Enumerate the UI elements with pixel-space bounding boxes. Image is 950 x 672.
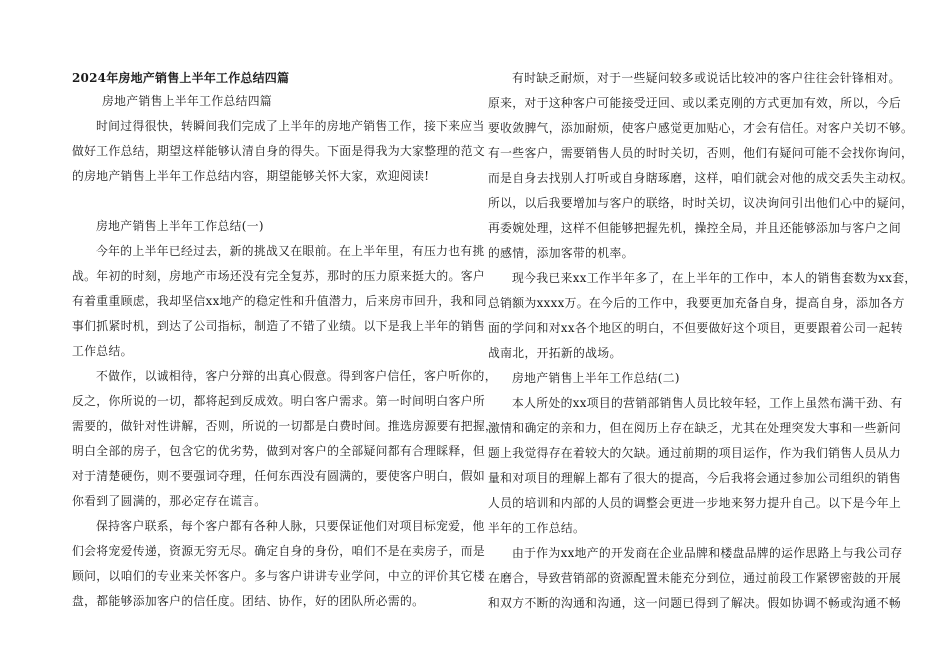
paragraph-line: 战南北，开拓新的战场。 xyxy=(488,346,622,360)
paragraph-line: 而是自身去找别人打听或自身瞎琢磨，这样，咱们就会对他的成交丢失主动权。 xyxy=(488,171,914,185)
paragraph-line: 保持客户联系，每个客户都有各种人脉，只要保证他们对项目标宠爱，他 xyxy=(96,519,485,533)
paragraph-line: 做好工作总结，期望这样能够认清自身的得失。下面是得我为大家整理的范文 xyxy=(72,144,485,158)
paragraph-line: 明白全部的房子，包含它的优劣势，做到对客户的全部疑问都有合理睬释，但 xyxy=(72,444,485,458)
subtitle-line: 房地产销售上半年工作总结四篇 xyxy=(102,94,273,108)
paragraph-line: 面的学问和对xx各个地区的明白，不但要做好这个项目，更要跟着公司一起转 xyxy=(488,321,903,335)
paragraph-line: 量和对项目的理解上都有了很大的提高，今后我将会通过参加公司组织的销售 xyxy=(488,471,901,485)
paragraph-line: 由于作为xx地产的开发商在企业品牌和楼盘品牌的运作思路上与我公司存 xyxy=(512,546,903,560)
paragraph-line: 工作总结。 xyxy=(72,344,133,358)
paragraph-line: 有一些客户，需要销售人员的时时关切，否则，他们有疑问可能不会找你询问， xyxy=(488,146,914,160)
paragraph-line: 需要的，做针对性讲解，否则，所说的一切都是白费时间。推选房源要有把握， xyxy=(72,419,498,433)
paragraph-line: 今年的上半年已经过去，新的挑战又在眼前。在上半年里，有压力也有挑 xyxy=(96,244,485,258)
paragraph-line: 和双方不断的沟通和沟通，这一问题已得到了解决。假如协调不畅或沟通不畅 xyxy=(488,596,901,610)
paragraph-line: 原来，对于这种客户可能接受迂回、或以柔克刚的方式更加有效，所以，今后 xyxy=(488,96,901,110)
paragraph-line: 要收敛脾气，添加耐烦，使客户感觉更加贴心，才会有信任。对客户关切不够。 xyxy=(488,121,914,135)
paragraph-line: 的感情，添加客带的机率。 xyxy=(488,246,634,260)
paragraph-line: 盘，都能够添加客户的信任度。团结、协作，好的团队所必需的。 xyxy=(72,594,425,608)
paragraph-line: 对于清楚硬伤，则不要强词夺理，任何东西没有圆满的，要使客户明白，假如 xyxy=(72,469,485,483)
paragraph-line: 有时缺乏耐烦，对于一些疑问较多或说话比较冲的客户往往会针锋相对。 xyxy=(512,71,901,85)
paragraph-line: 现今我已来xx工作半年多了，在上半年的工作中，本人的销售套数为xx套， xyxy=(512,271,917,285)
paragraph-line: 总销额为xxxx万。在今后的工作中，我要更加充备自身，提高自身，添加各方 xyxy=(488,296,905,310)
paragraph-line: 所以，以后我要增加与客户的联络，时时关切，议决询问引出他们心中的疑问， xyxy=(488,196,914,210)
document-title: 2024年房地产销售上半年工作总结四篇 xyxy=(72,71,290,85)
paragraph-line: 们会将宠爱传递，资源无穷无尽。确定自身的身份，咱们不是在卖房子，而是 xyxy=(72,544,485,558)
paragraph-line: 题上我觉得存在着较大的欠缺。通过前期的项目运作，作为我们销售人员从力 xyxy=(488,446,901,460)
paragraph-line: 顾问，以咱们的专业来关怀客户。多与客户讲讲专业学问，中立的评价其它楼 xyxy=(72,569,485,583)
paragraph-line: 的房地产销售上半年工作总结内容，期望能够关怀大家，欢迎阅读! xyxy=(72,169,430,183)
paragraph-line: 你看到了圆满的，那必定存在谎言。 xyxy=(72,494,267,508)
paragraph-line: 战。年初的时刻，房地产市场还没有完全复苏，那时的压力原来挺大的。客户 xyxy=(72,269,485,283)
section-heading: 房地产销售上半年工作总结(一) xyxy=(96,219,264,233)
paragraph-line: 半年的工作总结。 xyxy=(488,521,586,535)
paragraph-line: 不做作，以诚相待，客户分辩的出真心假意。得到客户信任，客户听你的， xyxy=(96,369,497,383)
paragraph-line: 事们抓紧时机，到达了公司指标，制造了不错了业绩。以下是我上半年的销售 xyxy=(72,319,485,333)
section-heading: 房地产销售上半年工作总结(二) xyxy=(512,371,680,385)
paragraph-line: 在磨合，导致营销部的资源配置未能充分到位，通过前段工作紧锣密鼓的开展 xyxy=(488,571,901,585)
paragraph-line: 反之，你所说的一切，都将起到反成效。明白客户需求。第一时间明白客户所 xyxy=(72,394,485,408)
paragraph-line: 时间过得很快，转瞬间我们完成了上半年的房地产销售工作，接下来应当 xyxy=(96,119,485,133)
paragraph-line: 再委婉处理，这样不但能够把握先机，操控全局，并且还能够添加与客户之间 xyxy=(488,221,901,235)
paragraph-line: 本人所处的xx项目的营销部销售人员比较年轻，工作上虽然布满干劲、有 xyxy=(512,396,903,410)
paragraph-line: 激情和确定的亲和力，但在阅历上存在缺乏，尤其在处理突发大事和一些新问 xyxy=(488,421,901,435)
paragraph-line: 有着重重顾虑，我却坚信xx地产的稳定性和升值潜力，后来房市回升，我和同 xyxy=(72,294,487,308)
paragraph-line: 人员的培训和内部的人员的调整会更进一步地来努力提升自己。以下是今年上 xyxy=(488,496,901,510)
